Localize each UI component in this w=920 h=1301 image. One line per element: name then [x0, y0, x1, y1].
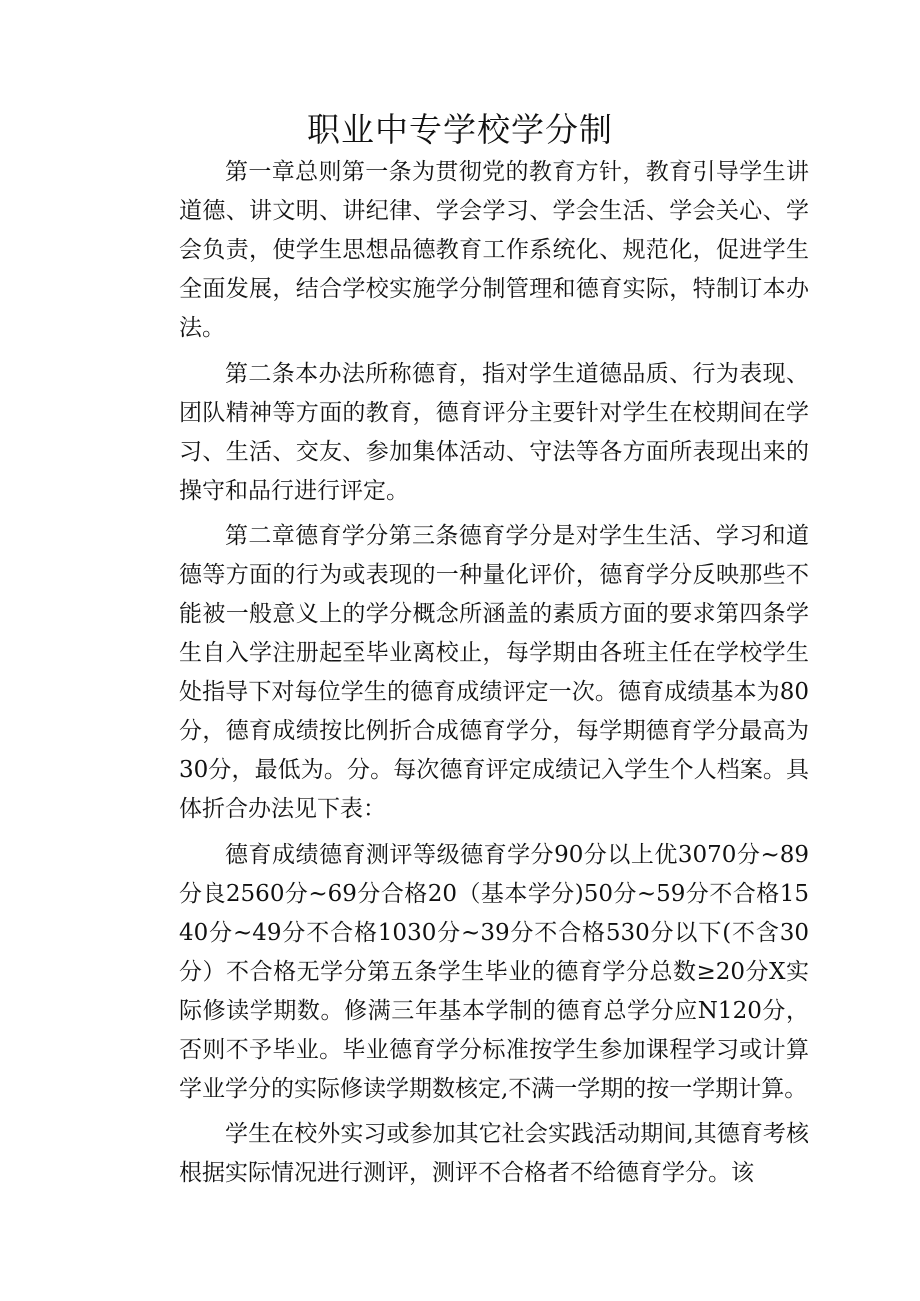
paragraph-score-conversion: 德育成绩德育测评等级德育学分90分以上优3070分~89分良2560分~69分合格20（基本学分)50分~59分不合格1540分~49分不合格1030分~39分不合格530分以下(不含30分）不合格无学分第五条学生毕业的德育学分总数≥20分X实际修读学期数。修满三年基本学制的德育总学分应N120分，否则不予毕业。毕业德育学分标准按学生参加课程学习或计算学业学分的实际修读学期数核定,不满一学期的按一学期计算。 — [179, 841, 809, 1102]
paragraph-chapter-one-article-one: 第一章总则第一条为贯彻党的教育方针，教育引导学生讲道德、讲文明、讲纪律、学会学习、学会生活、学会关心、学会负责，使学生思想品德教育工作系统化、规范化，促进学生全面发展，结合学校实施学分制管理和德育实际，特制订本办法。 — [179, 159, 809, 341]
document-title: 职业中专学校学分制 — [307, 110, 613, 149]
paragraph-article-two: 第二条本办法所称德育，指对学生道德品质、行为表现、团队精神等方面的教育，德育评分主要针对学生在校期间在学习、生活、交友、参加集体活动、守法等各方面所表现出来的操守和品行进行评定。 — [179, 360, 809, 504]
paragraph-chapter-two-articles: 第二章德育学分第三条德育学分是对学生生活、学习和道德等方面的行为或表现的一种量化评价，德育学分反映那些不能被一般意义上的学分概念所涵盖的素质方面的要求第四条学生自入学注册起至毕业离校止，每学期由各班主任在学校学生处指导下对每位学生的德育成绩评定一次。德育成绩基本为80分，德育成绩按比例折合成德育学分，每学期德育学分最高为30分，最低为。分。每次德育评定成绩记入学生个人档案。具体折合办法见下表： — [179, 523, 809, 822]
document-body — [179, 153, 809, 1200]
paragraph-internship-assessment: 学生在校外实习或参加其它社会实践活动期间,其德育考核根据实际情况进行测评，测评不合格者不给德育学分。该 — [179, 1121, 809, 1186]
